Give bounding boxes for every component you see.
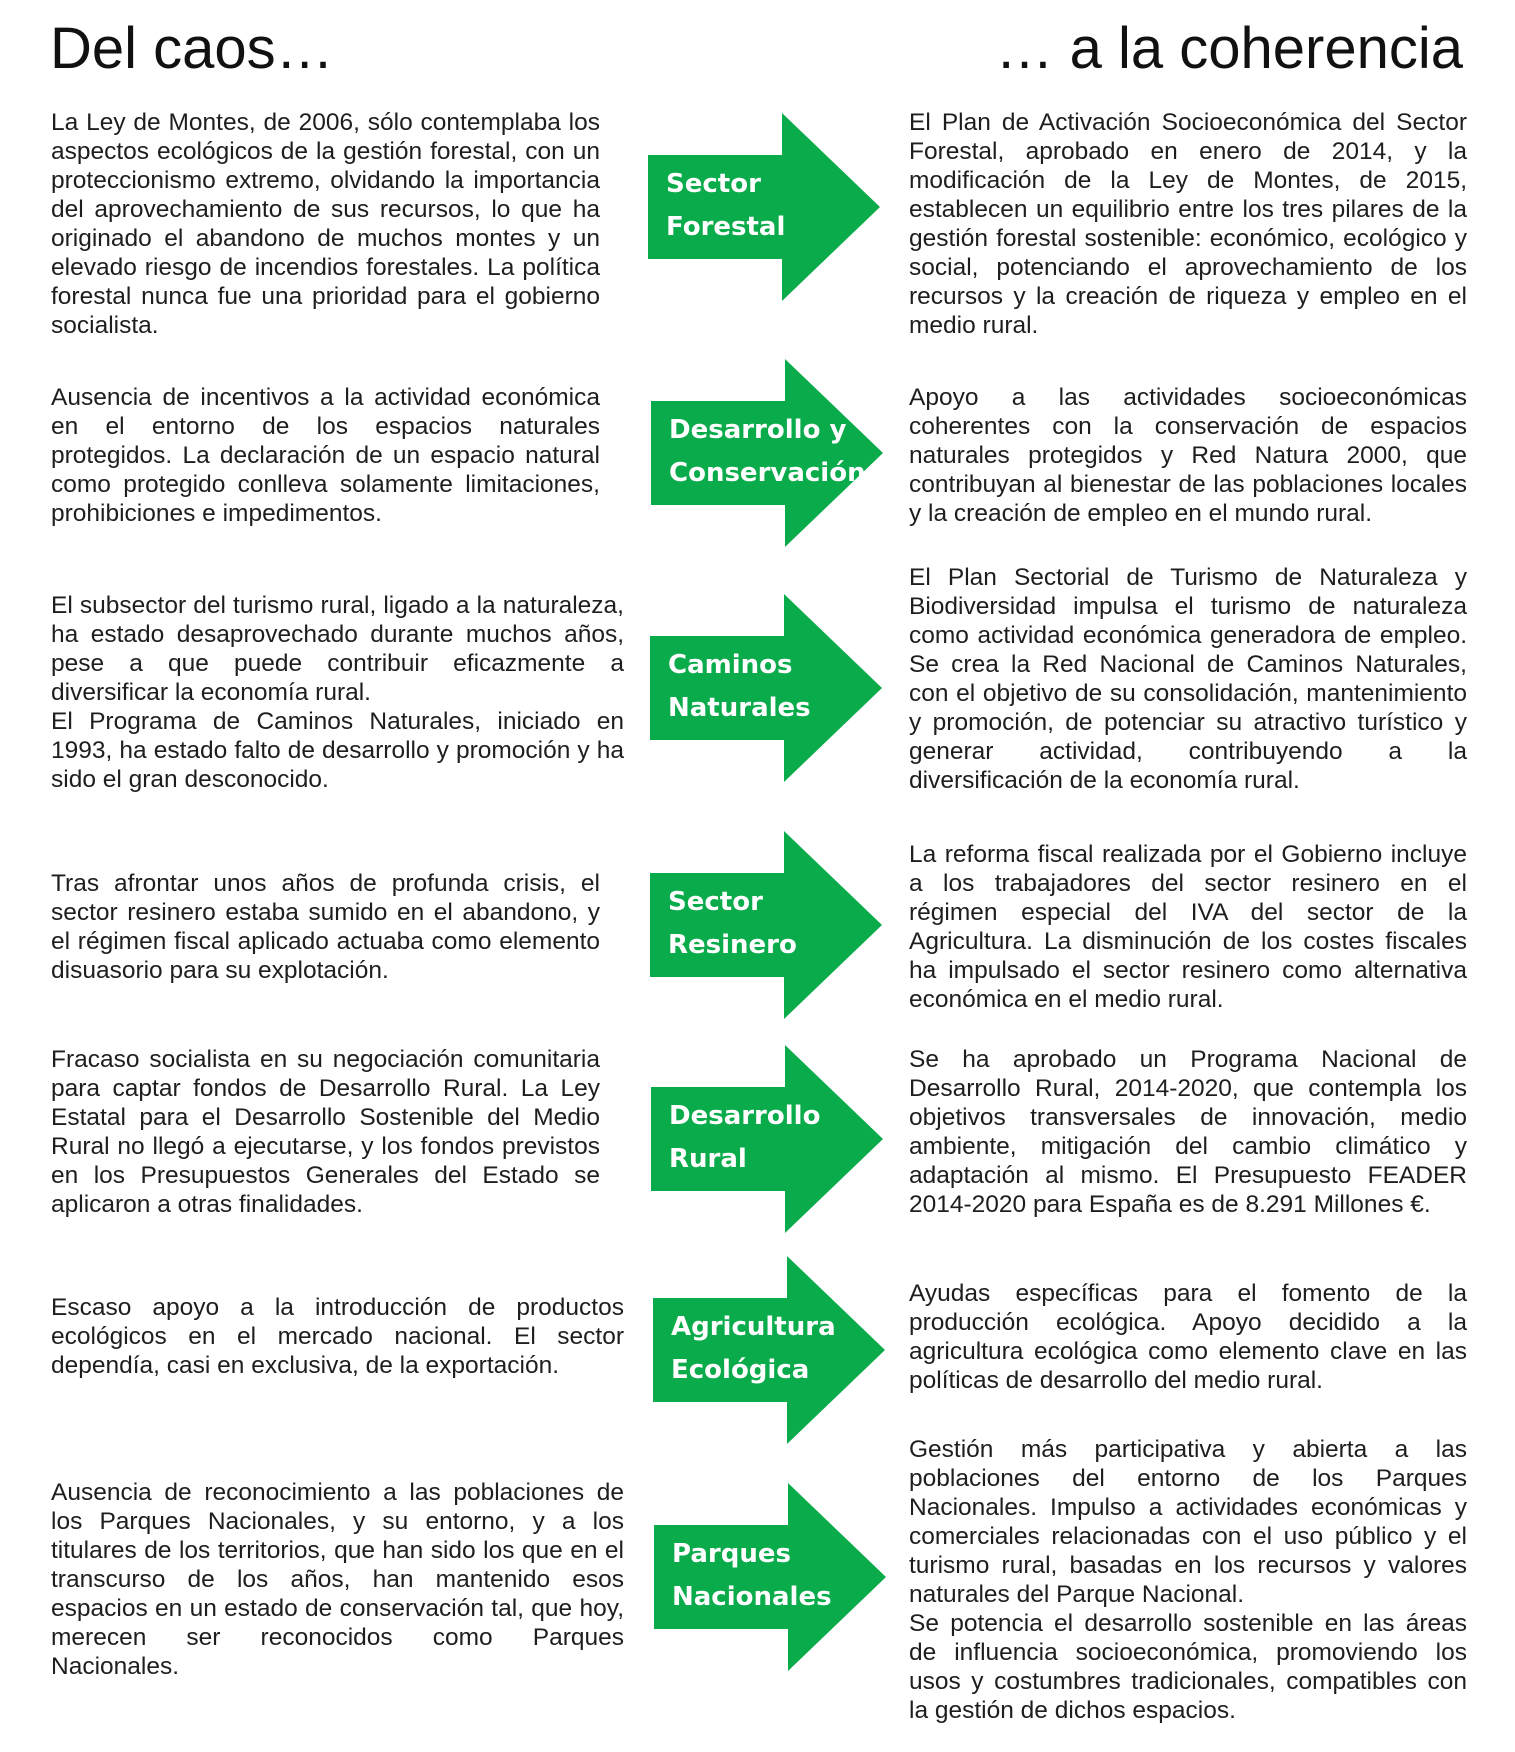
- left-paragraph-desarrollo-rural: Fracaso socialista en su negociación comunitaria para captar fondos de Desarrollo Rural. La Ley Estatal para el Desarrollo Sostenible del Medio Rural no llegó a ejecutarse, y los fondos previstos en los Presupuestos Generales del Estado se aplicaron a otras finalidades.: [51, 1046, 600, 1218]
- arrow-label: [669, 1095, 869, 1181]
- arrow-label-line: Parques: [672, 1539, 791, 1569]
- left-paragraph-parques-nacionales: Ausencia de reconocimiento a las poblaciones de los Parques Nacionales, y su entorno, y a los titulares de los territorios, que han sido los que en el transcurso de los años, han mantenido esos espacios en un estado de conservación tal, que hoy, merecen ser reconocidos como Parques Nacionales.: [51, 1479, 624, 1680]
- arrow-label-line: Agricultura: [671, 1312, 836, 1342]
- arrow-label-line: Sector: [668, 887, 763, 917]
- arrow-label-line: Desarrollo y: [669, 415, 847, 445]
- arrow-label: [669, 409, 869, 495]
- right-paragraph-sector-forestal: El Plan de Activación Socioeconómica del Sector Forestal, aprobado en enero de 2014, y la modificación de la Ley de Montes, de 2015, establecen un equilibrio entre los tres pilares de la gestión forestal sostenible: económico, ecológico y social, potenciando el aprovechamiento de los recursos y la creación de riqueza y empleo en el medio rural.: [909, 109, 1467, 339]
- arrow-label-line: Sector: [666, 169, 761, 199]
- arrow-label: [668, 881, 868, 967]
- arrow-label-line: Rural: [669, 1144, 747, 1174]
- arrow-parques-nacionales: [654, 1483, 886, 1671]
- arrow-label-line: Ecológica: [671, 1355, 810, 1385]
- page-title-right: … a la coherencia: [995, 16, 1463, 81]
- left-paragraph-desarrollo-conservacion: Ausencia de incentivos a la actividad económica en el entorno de los espacios naturales protegidos. La declaración de un espacio natural como protegido conlleva solamente limitaciones, prohibiciones e impedimentos.: [51, 384, 600, 527]
- arrow-desarrollo-rural: [651, 1045, 883, 1233]
- right-paragraph-desarrollo-conservacion: Apoyo a las actividades socioeconómicas coherentes con la conservación de espacios naturales protegidos y Red Natura 2000, que contribuyan al bienestar de las poblaciones locales y la creación de empleo en el mundo rural.: [909, 384, 1467, 527]
- arrow-label: [666, 163, 866, 249]
- arrow-sector-forestal: [648, 113, 880, 301]
- left-paragraph-sector-resinero: Tras afrontar unos años de profunda crisis, el sector resinero estaba sumido en el abandono, y el régimen fiscal aplicado actuaba como elemento disuasorio para su explotación.: [51, 870, 600, 984]
- arrow-sector-resinero: [650, 831, 882, 1019]
- right-paragraph-caminos-naturales: El Plan Sectorial de Turismo de Naturaleza y Biodiversidad impulsa el turismo de naturaleza como actividad económica generadora de empleo. Se crea la Red Nacional de Caminos Naturales, con el objetivo de su consolidación, mantenimiento y promoción, de potenciar su atractivo turístico y generar actividad, contribuyendo a la diversificación de la economía rural.: [909, 564, 1467, 794]
- right-paragraph-desarrollo-rural: Se ha aprobado un Programa Nacional de Desarrollo Rural, 2014-2020, que contempla los objetivos transversales de innovación, medio ambiente, mitigación del cambio climático y adaptación al mismo. El Presupuesto FEADER 2014-2020 para España es de 8.291 Millones €.: [909, 1046, 1467, 1218]
- left-paragraph-caminos-naturales: El subsector del turismo rural, ligado a la naturaleza, ha estado desaprovechado durante muchos años, pese a que puede contribuir eficazmente a diversificar la economía rural. El Programa de Caminos Naturales, iniciado en 1993, ha estado falto de desarrollo y promoción y ha sido el gran desconocido.: [51, 592, 624, 793]
- arrow-label: [671, 1306, 871, 1392]
- arrow-label: [672, 1533, 872, 1619]
- arrow-label-line: Resinero: [668, 930, 797, 960]
- arrow-label-line: Desarrollo: [669, 1101, 821, 1131]
- arrow-label-line: Forestal: [666, 212, 786, 242]
- arrow-desarrollo-conservacion: [651, 359, 883, 547]
- arrow-agricultura-ecologica: [653, 1256, 885, 1444]
- right-paragraph-parques-nacionales: Gestión más participativa y abierta a las poblaciones del entorno de los Parques Nacionales. Impulso a actividades económicas y comerciales relacionadas con el uso público y el turismo rural, basadas en los recursos y valores naturales del Parque Nacional. Se potencia el desarrollo sostenible en las áreas de influencia socioeconómica, promoviendo los usos y costumbres tradicionales, compatibles con la gestión de dichos espacios.: [909, 1436, 1467, 1724]
- arrow-label-line: Naturales: [668, 693, 811, 723]
- right-paragraph-sector-resinero: La reforma fiscal realizada por el Gobierno incluye a los trabajadores del sector resinero en el régimen especial del IVA del sector de la Agricultura. La disminución de los costes fiscales ha impulsado el sector resinero como alternativa económica en el medio rural.: [909, 841, 1467, 1013]
- arrow-label: [668, 644, 868, 730]
- arrow-label-line: Caminos: [668, 650, 793, 680]
- right-paragraph-agricultura-ecologica: Ayudas específicas para el fomento de la producción ecológica. Apoyo decidido a la agricultura ecológica como elemento clave en las políticas de desarrollo del medio rural.: [909, 1280, 1467, 1394]
- left-paragraph-agricultura-ecologica: Escaso apoyo a la introducción de productos ecológicos en el mercado nacional. El sector dependía, casi en exclusiva, de la exportación.: [51, 1294, 624, 1379]
- page-title-left: Del caos…: [50, 16, 334, 81]
- arrow-label-line: Nacionales: [672, 1582, 832, 1612]
- left-paragraph-sector-forestal: La Ley de Montes, de 2006, sólo contemplaba los aspectos ecológicos de la gestión forestal, con un proteccionismo extremo, olvidando la importancia del aprovechamiento de sus recursos, lo que ha originado el abandono de muchos montes y un elevado riesgo de incendios forestales. La política forestal nunca fue una prioridad para el gobierno socialista.: [51, 109, 600, 339]
- arrow-caminos-naturales: [650, 594, 882, 782]
- arrow-label-line: Conservación: [669, 458, 866, 488]
